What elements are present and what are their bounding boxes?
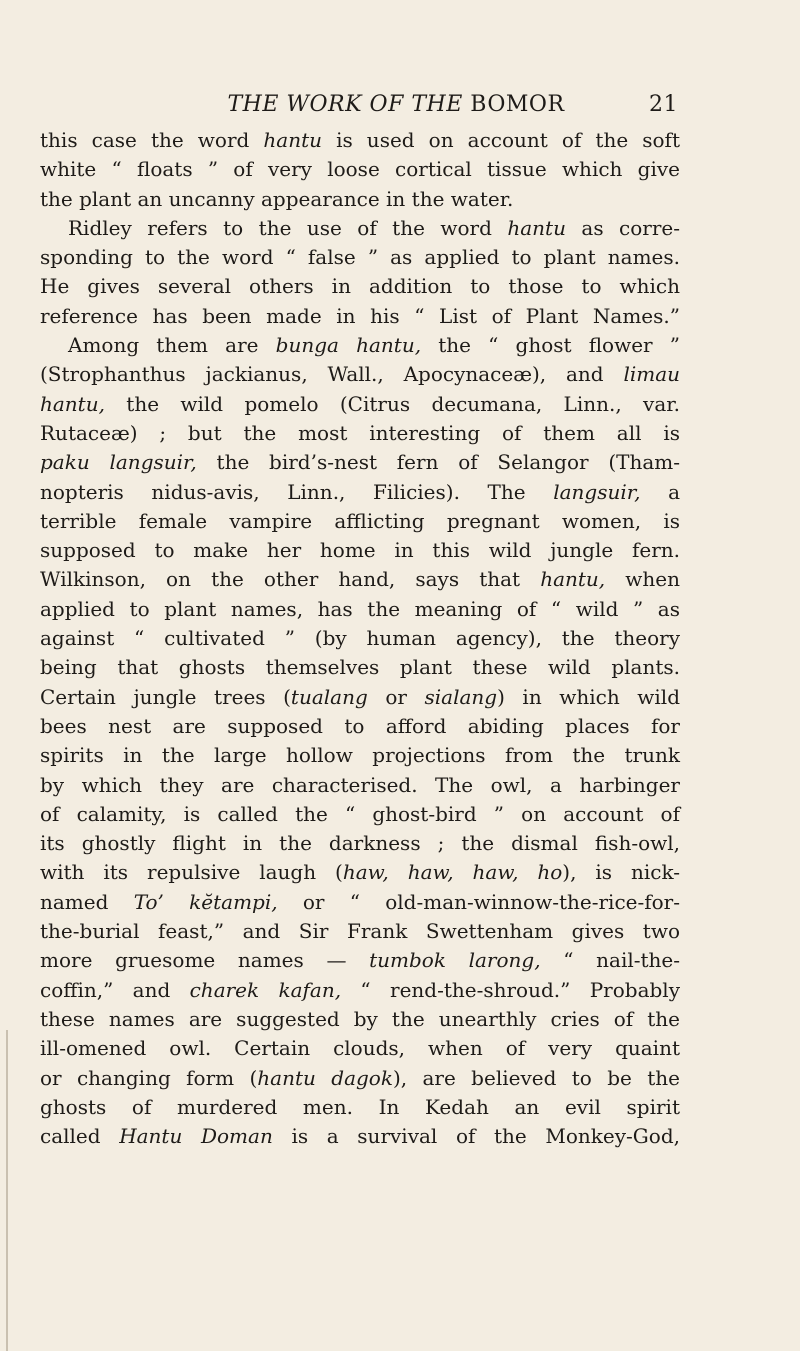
text-run: or [367, 684, 425, 709]
page-edge-shadow [6, 1030, 8, 1351]
text-run: ill-omened owl. Certain clouds, when of very quaint [40, 1036, 680, 1061]
text-line [40, 155, 680, 184]
text-run: these names are suggested by the unearthly cries of the [40, 1006, 680, 1031]
running-title [116, 92, 676, 117]
text-line [40, 185, 680, 214]
italic-term: haw, haw, haw, ho [342, 860, 563, 885]
italic-term: paku langsuir, [40, 450, 197, 475]
italic-term: langsuir, [553, 479, 641, 504]
italic-term: hantu [507, 215, 566, 240]
text-line [40, 1093, 680, 1122]
text-line [40, 595, 680, 624]
text-line [40, 507, 680, 536]
text-run: when [605, 567, 680, 592]
text-line [40, 800, 680, 829]
text-run: is used on account of the soft [322, 128, 680, 152]
text-line [40, 214, 680, 243]
text-run: bees nest are supposed to afford abiding places for [40, 713, 680, 738]
text-run: this case the word [40, 128, 264, 152]
text-line [40, 565, 680, 594]
text-run: Rutaceæ) ; but the most interesting of them all is [40, 420, 680, 445]
italic-term: tumbok larong, [369, 948, 541, 973]
text-run: as corre- [565, 215, 681, 240]
text-line [40, 419, 680, 448]
text-line [40, 1122, 680, 1151]
text-line [40, 888, 680, 917]
text-run: the plant an uncanny appearance in the water. [40, 186, 514, 211]
italic-term: hantu dagok [257, 1065, 393, 1090]
italic-term: tualang [290, 684, 368, 709]
text-run: terrible female vampire afflicting pregnant women, is [40, 508, 680, 533]
text-line [40, 302, 680, 331]
text-line [40, 917, 680, 946]
text-line [40, 624, 680, 653]
text-line [40, 448, 680, 477]
text-run: ) in which wild [497, 684, 680, 709]
text-run: named [40, 889, 134, 914]
italic-term: sialang [424, 684, 498, 709]
text-run: coffin,” and [40, 977, 190, 1002]
text-line [40, 243, 680, 272]
text-run: called [40, 1124, 120, 1149]
text-run: Wilkinson, on the other hand, says that [40, 567, 541, 592]
text-line [40, 829, 680, 858]
text-run: applied to plant names, has the meaning of “ wild ” as [40, 596, 680, 621]
text-run: of calamity, is called the “ ghost-bird ” on account of [40, 801, 680, 826]
text-line [40, 1005, 680, 1034]
text-run: against “ cultivated ” (by human agency), the theory [40, 626, 680, 651]
text-run: or changing form ( [40, 1065, 258, 1090]
text-line [40, 536, 680, 565]
text-run: the bird’s-nest fern of Selangor (Tham- [196, 450, 680, 475]
text-run: “ nail-the- [540, 948, 681, 973]
italic-term: hantu, [40, 391, 105, 416]
text-run: “ rend-the-shroud.” Probably [341, 977, 680, 1002]
text-line [40, 1064, 680, 1093]
text-run: supposed to make her home in this wild jungle fern. [40, 538, 680, 563]
text-run: ), is nick- [562, 860, 680, 885]
text-run: reference has been made in his “ List of Plant Names.” [40, 303, 680, 328]
running-title-plain: BOMOR [470, 92, 565, 117]
text-line [40, 683, 680, 712]
text-line [40, 653, 680, 682]
text-line [40, 331, 680, 360]
text-line [40, 976, 680, 1005]
text-run: more gruesome names — [40, 948, 370, 973]
text-run: Certain jungle trees ( [40, 684, 291, 709]
italic-term: charek kafan, [189, 977, 342, 1002]
text-run: by which they are characterised. The owl, a harbinger [40, 772, 680, 797]
body-text [40, 126, 680, 1151]
page-number: 21 [649, 92, 678, 117]
text-run: with its repulsive laugh ( [40, 860, 343, 885]
italic-term: limau [623, 362, 680, 387]
text-run: (Strophanthus jackianus, Wall., Apocynaceæ), and [40, 362, 624, 387]
running-title-italic: THE WORK OF THE [227, 92, 463, 117]
text-run: or “ old-man-winnow-the-rice-for- [277, 889, 680, 914]
text-run: white “ floats ” of very loose cortical tissue which give [40, 157, 680, 182]
italic-term: Hantu Doman [119, 1124, 273, 1149]
text-run: a [640, 479, 680, 504]
text-line [40, 360, 680, 389]
text-run: spirits in the large hollow projections from the trunk [40, 743, 680, 768]
text-run: its ghostly flight in the darkness ; the dismal fish-owl, [40, 831, 680, 856]
text-line [40, 1034, 680, 1063]
text-run: ), are believed to be the [392, 1065, 680, 1090]
text-line [40, 858, 680, 887]
text-line [40, 712, 680, 741]
text-run: ghosts of murdered men. In Kedah an evil spirit [40, 1094, 680, 1119]
italic-term: hantu, [540, 567, 606, 592]
text-run: the “ ghost flower ” [421, 333, 681, 358]
text-line [40, 126, 680, 155]
text-run: He gives several others in addition to those to which [40, 274, 680, 299]
text-run: is a survival of the Monkey-God, [272, 1124, 680, 1149]
text-run: being that ghosts themselves plant these wild plants. [40, 655, 680, 680]
italic-term: To’ kĕtampi, [133, 889, 278, 914]
italic-term: hantu [263, 128, 322, 152]
text-line [40, 771, 680, 800]
text-run: the wild pomelo (Citrus decumana, Linn., var. [104, 391, 680, 416]
text-line [40, 390, 680, 419]
text-run: sponding to the word “ false ” as applied to plant names. [40, 245, 680, 270]
text-run: the-burial feast,” and Sir Frank Swettenham gives two [40, 919, 680, 944]
text-line [40, 741, 680, 770]
text-run: nopteris nidus-avis, Linn., Filicies). The [40, 479, 554, 504]
italic-term: bunga hantu, [275, 333, 422, 358]
text-run: Ridley refers to the use of the word [68, 215, 508, 240]
text-line [40, 478, 680, 507]
text-line [40, 272, 680, 301]
running-header [116, 92, 676, 117]
text-run: Among them are [68, 333, 276, 358]
text-line [40, 946, 680, 975]
